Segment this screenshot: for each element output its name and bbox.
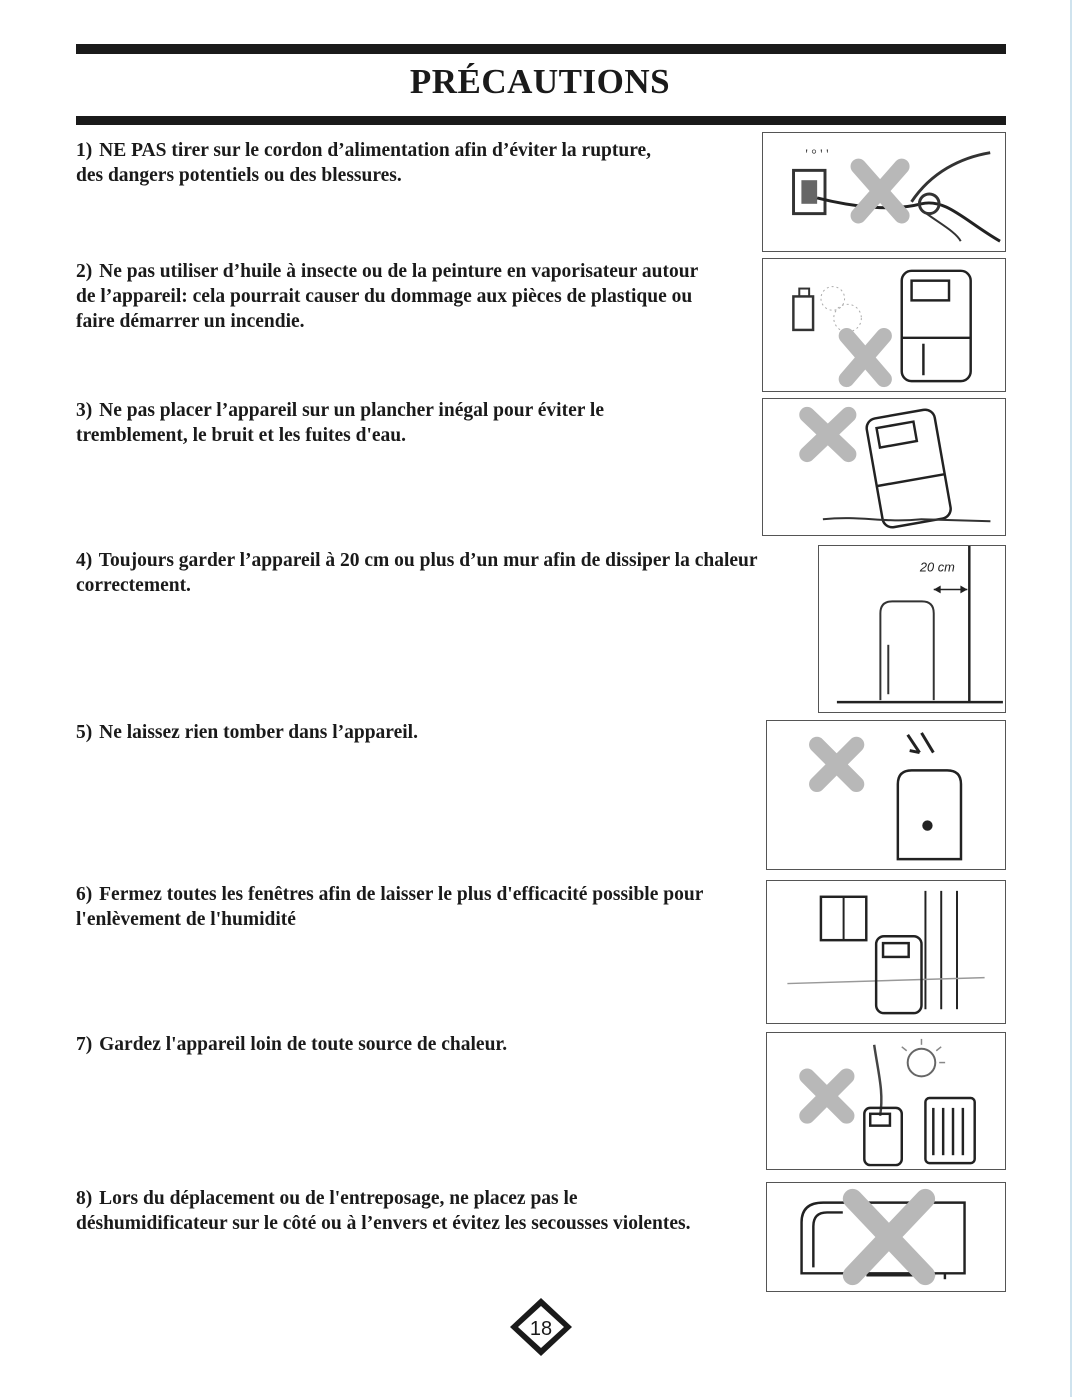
item-text-line: Gardez l'appareil loin de toute source de chaleur.	[99, 1034, 508, 1055]
page-edge	[1070, 0, 1072, 1397]
prohibition-cross-icon	[853, 1199, 926, 1276]
prohibition-cross-icon	[807, 415, 848, 454]
precaution-item-8	[76, 1186, 691, 1236]
clearance-label: 20 cm	[919, 559, 955, 575]
page-number: 18	[529, 1318, 553, 1340]
item-text-line: Ne laissez rien tomber dans l’appareil.	[99, 722, 418, 743]
header-rule-top	[76, 44, 1006, 54]
precaution-item-5	[76, 720, 418, 745]
precaution-item-3	[76, 398, 604, 448]
precaution-item-4	[76, 548, 758, 598]
item-text-line: Ne pas placer l’appareil sur un plancher inégal pour éviter le	[99, 400, 604, 421]
heater-icon	[925, 1098, 974, 1163]
prohibition-cross-icon	[807, 1076, 846, 1115]
dehumidifier-icon	[898, 770, 961, 859]
item-text-line: Toujours garder l’appareil à 20 cm ou plus d’un mur afin de dissiper la chaleur	[98, 550, 758, 571]
precaution-item-2	[76, 259, 698, 334]
precaution-item-1	[76, 138, 651, 188]
dehumidifier-icon	[876, 936, 921, 1013]
side-position-illustration	[766, 1182, 1006, 1292]
item-text-line: Lors du déplacement ou de l'entreposage, ne placez pas le	[99, 1188, 578, 1209]
item-text-line: faire démarrer un incendie.	[76, 311, 305, 332]
object-drop-illustration	[766, 720, 1006, 870]
prohibition-cross-icon	[817, 745, 856, 784]
item-text-line: NE PAS tirer sur le cordon d’alimentation afin d’éviter la rupture,	[99, 140, 652, 161]
item-number: 2)	[76, 261, 93, 282]
spray-illustration	[762, 258, 1006, 392]
cord-pull-illustration	[762, 132, 1006, 252]
page-title: PRÉCAUTIONS	[409, 62, 671, 101]
item-text-line: correctement.	[76, 575, 191, 596]
item-number: 4)	[76, 550, 93, 571]
prohibition-cross-icon	[847, 336, 884, 379]
uneven-floor-illustration	[762, 398, 1006, 536]
wall-clearance-illustration	[818, 545, 1006, 713]
item-number: 8)	[76, 1188, 93, 1209]
item-text-line: déshumidificateur sur le côté ou à l’envers et évitez les secousses violentes.	[76, 1213, 691, 1234]
item-text-line: l'enlèvement de l'humidité	[76, 909, 296, 930]
dehumidifier-icon	[902, 271, 971, 381]
item-number: 5)	[76, 722, 93, 743]
item-number: 7)	[76, 1034, 93, 1055]
svg-text:' ° ' ': ' ° ' '	[805, 146, 829, 162]
item-text-line: tremblement, le bruit et les fuites d'eau.	[76, 425, 406, 446]
closed-windows-illustration	[766, 880, 1006, 1024]
item-text-line: de l’appareil: cela pourrait causer du dommage aux pièces de plastique ou	[76, 286, 693, 307]
dehumidifier-icon	[864, 1108, 901, 1165]
item-text-line: Fermez toutes les fenêtres afin de laisser le plus d'efficacité possible pour	[99, 884, 704, 905]
heat-source-illustration	[766, 1032, 1006, 1170]
item-number: 3)	[76, 400, 93, 421]
precaution-item-7	[76, 1032, 507, 1057]
item-text-line: Ne pas utiliser d’huile à insecte ou de la peinture en vaporisateur autour	[99, 261, 699, 282]
tilted-dehumidifier-icon	[865, 408, 952, 529]
precaution-item-6	[76, 882, 703, 932]
item-text-line: des dangers potentiels ou des blessures.	[76, 165, 402, 186]
item-number: 1)	[76, 140, 93, 161]
page-number-badge	[508, 1296, 574, 1358]
dehumidifier-side-icon	[880, 601, 933, 700]
item-number: 6)	[76, 884, 93, 905]
header-rule-bottom	[76, 116, 1006, 125]
